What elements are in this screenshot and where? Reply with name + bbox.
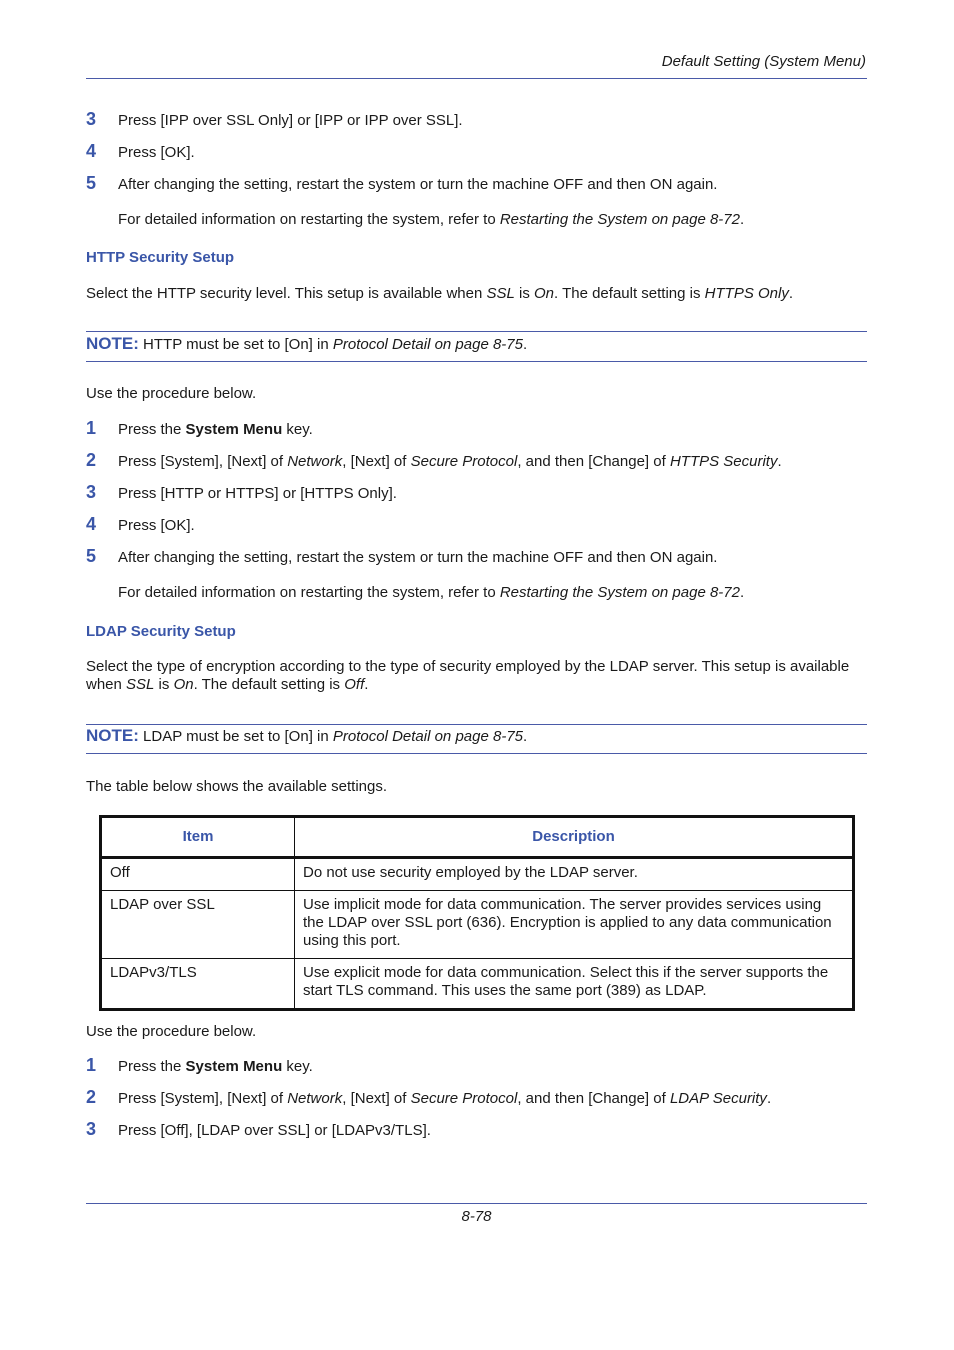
step-text: Press [OK]. xyxy=(118,517,195,534)
ldap-description: Select the type of encryption according to the type of security employed by the LDAP server. This setup is available when SSL is On. The default setting is Off. xyxy=(86,658,850,693)
header-rule xyxy=(86,78,867,79)
table-cell-description: Use explicit mode for data communication. Select this if the server supports the start TLS command. This uses the same port (389) as LDAP. xyxy=(295,959,854,1010)
note-link[interactable]: Protocol Detail on page 8-75 xyxy=(332,336,523,353)
http-description: Select the HTTP security level. This setup is available when SSL is On. The default setting is HTTPS Only. xyxy=(86,285,794,302)
step-number: 1 xyxy=(86,1055,97,1075)
reference-link[interactable]: Restarting the System on page 8-72 xyxy=(499,211,740,228)
note-label: NOTE: xyxy=(86,334,139,353)
note-rule-top xyxy=(86,331,867,332)
key-name: System Menu xyxy=(185,421,283,438)
settings-table xyxy=(99,815,855,1011)
step-text: Press [System], [Next] of Network, [Next] of Secure Protocol, and then [Change] of LDAP Security. xyxy=(118,1090,772,1107)
note-link[interactable]: Protocol Detail on page 8-75 xyxy=(332,728,523,745)
table-row xyxy=(101,959,854,1010)
note-label: NOTE: xyxy=(86,726,139,745)
step-text: After changing the setting, restart the system or turn the machine OFF and then ON again. xyxy=(118,549,718,566)
step-number: 3 xyxy=(86,1119,97,1139)
ldap-note: NOTE: LDAP must be set to [On] in Protocol Detail on page 8-75. xyxy=(86,726,528,745)
step-number: 3 xyxy=(86,109,97,129)
procedure-intro: Use the procedure below. xyxy=(86,1023,257,1040)
table-cell-item: Off xyxy=(101,858,295,891)
table-cell-item: LDAPv3/TLS xyxy=(101,959,295,1010)
reference-text: For detailed information on restarting the system, refer to Restarting the System on page 8-72. xyxy=(118,584,745,601)
table-cell-item: LDAP over SSL xyxy=(101,891,295,959)
table-row xyxy=(101,891,854,959)
step-number: 4 xyxy=(86,141,97,161)
table-row xyxy=(101,858,854,891)
step-text: Press [OK]. xyxy=(118,144,195,161)
note-rule-top xyxy=(86,724,867,725)
page-number: 8-78 xyxy=(461,1208,492,1225)
step-number: 3 xyxy=(86,482,97,502)
step-number: 5 xyxy=(86,546,97,566)
table-cell-description: Do not use security employed by the LDAP server. xyxy=(295,858,854,891)
step-number: 5 xyxy=(86,173,97,193)
step-text: After changing the setting, restart the system or turn the machine OFF and then ON again. xyxy=(118,176,718,193)
step-number: 1 xyxy=(86,418,97,438)
http-note: NOTE: HTTP must be set to [On] in Protocol Detail on page 8-75. xyxy=(86,334,528,353)
table-cell-description: Use implicit mode for data communication. The server provides services using the LDAP over SSL port (636). Encryption is applied to any data communication using this port. xyxy=(295,891,854,959)
step-number: 2 xyxy=(86,450,97,470)
step-text: Press [HTTP or HTTPS] or [HTTPS Only]. xyxy=(118,485,397,502)
reference-link[interactable]: Restarting the System on page 8-72 xyxy=(499,584,740,601)
note-rule-bottom xyxy=(86,361,867,362)
column-header-item: Item xyxy=(101,817,295,858)
step-text: Press [System], [Next] of Network, [Next] of Secure Protocol, and then [Change] of HTTPS Security. xyxy=(118,453,782,470)
table-intro: The table below shows the available settings. xyxy=(86,778,388,795)
note-rule-bottom xyxy=(86,753,867,754)
step-number: 4 xyxy=(86,514,97,534)
step-text: Press [IPP over SSL Only] or [IPP or IPP over SSL]. xyxy=(118,112,463,129)
step-text: Press [Off], [LDAP over SSL] or [LDAPv3/TLS]. xyxy=(118,1122,431,1139)
page-header-title: Default Setting (System Menu) xyxy=(661,53,866,70)
step-text: Press the System Menu key. xyxy=(118,421,313,438)
step-text: Press the System Menu key. xyxy=(118,1058,313,1075)
key-name: System Menu xyxy=(185,1058,283,1075)
table-header-row xyxy=(101,817,854,858)
reference-text: For detailed information on restarting the system, refer to Restarting the System on page 8-72. xyxy=(118,211,745,228)
procedure-intro: Use the procedure below. xyxy=(86,385,257,402)
column-header-description: Description xyxy=(295,817,854,858)
step-number: 2 xyxy=(86,1087,97,1107)
footer-rule xyxy=(86,1203,867,1204)
section-heading-http: HTTP Security Setup xyxy=(86,249,235,266)
section-heading-ldap: LDAP Security Setup xyxy=(86,623,236,640)
